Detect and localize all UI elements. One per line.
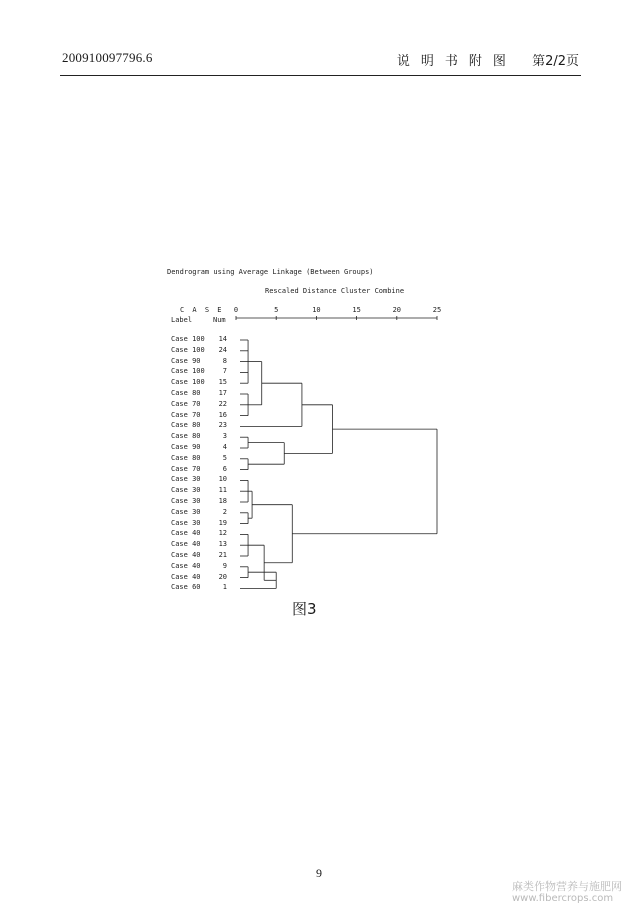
figure-caption: 图3	[292, 600, 317, 618]
leaf-label: Case 100	[171, 367, 205, 376]
tick-label: 5	[274, 306, 279, 314]
leaf-label: Case 40	[171, 561, 201, 570]
tick-label: 0	[233, 306, 239, 314]
label-header: Label	[171, 316, 193, 324]
dendrogram-axis-label: Rescaled Distance Cluster Combine	[265, 287, 405, 295]
leaf-num: 5	[222, 453, 227, 462]
leaf-num: 17	[218, 389, 227, 397]
leaf-num: 18	[218, 497, 227, 505]
page-indicator: 第2/2页	[532, 54, 579, 69]
leaf-label: Case 80	[171, 453, 201, 462]
leaf-num: 14	[218, 335, 227, 343]
leaf-num: 10	[218, 475, 227, 484]
leaf-label: Case 40	[171, 540, 201, 549]
leaf-num: 8	[222, 356, 227, 365]
leaf-label: Case 40	[171, 529, 201, 538]
tick-label: 25	[432, 306, 442, 314]
leaf-label: Case 100	[171, 378, 205, 387]
leaf-label: Case 70	[171, 399, 201, 408]
leaf-num: 7	[222, 367, 227, 376]
leaf-num: 21	[218, 551, 227, 559]
leaf-label: Case 30	[171, 507, 201, 516]
leaf-label: Case 30	[171, 497, 201, 505]
leaf-num: 20	[218, 572, 227, 581]
leaf-num: 4	[222, 443, 227, 451]
leaf-label: Case 80	[171, 421, 201, 430]
leaf-label: Case 70	[171, 464, 201, 473]
leaf-label: Case 90	[171, 356, 201, 365]
leaf-num: 9	[222, 561, 227, 570]
num-header: Num	[213, 316, 226, 324]
dendrogram-title: Dendrogram using Average Linkage (Between Groups)	[167, 268, 374, 276]
leaf-num: 2	[222, 507, 227, 516]
leaf-num: 15	[218, 378, 227, 387]
leaf-label: Case 100	[171, 335, 205, 343]
leaf-label: Case 30	[171, 518, 201, 527]
leaf-label: Case 70	[171, 410, 201, 419]
leaf-label: Case 40	[171, 572, 201, 581]
leaf-num: 19	[218, 518, 227, 527]
leaf-num: 22	[218, 399, 227, 408]
leaf-label: Case 30	[171, 486, 201, 495]
leaf-label: Case 90	[171, 443, 201, 451]
leaf-num: 12	[218, 529, 227, 538]
leaf-label: Case 30	[171, 475, 201, 484]
section-title: 说明书附图	[396, 54, 517, 69]
page-header-doc-number: 200910097796.6	[62, 50, 153, 65]
page-number: 9	[316, 866, 322, 880]
tick-label: 20	[392, 306, 402, 314]
leaf-label: Case 60	[171, 583, 201, 592]
leaf-label: Case 80	[171, 389, 201, 397]
leaf-num: 23	[218, 421, 227, 430]
tick-label: 15	[352, 306, 361, 314]
case-header: C A S E	[180, 306, 224, 314]
leaf-label: Case 100	[171, 345, 205, 354]
leaf-num: 24	[218, 345, 227, 354]
leaf-num: 11	[218, 486, 227, 495]
leaf-num: 16	[218, 410, 227, 419]
leaf-num: 13	[218, 540, 227, 549]
tick-label: 10	[312, 306, 321, 314]
leaf-label: Case 80	[171, 432, 201, 441]
watermark-line2: www.fibercrops.com	[512, 893, 614, 904]
watermark-line1: 麻类作物营养与施肥网	[512, 880, 622, 893]
leaf-num: 6	[222, 464, 227, 473]
leaf-num: 3	[222, 432, 227, 441]
leaf-num: 1	[222, 583, 227, 592]
leaf-label: Case 40	[171, 551, 201, 559]
